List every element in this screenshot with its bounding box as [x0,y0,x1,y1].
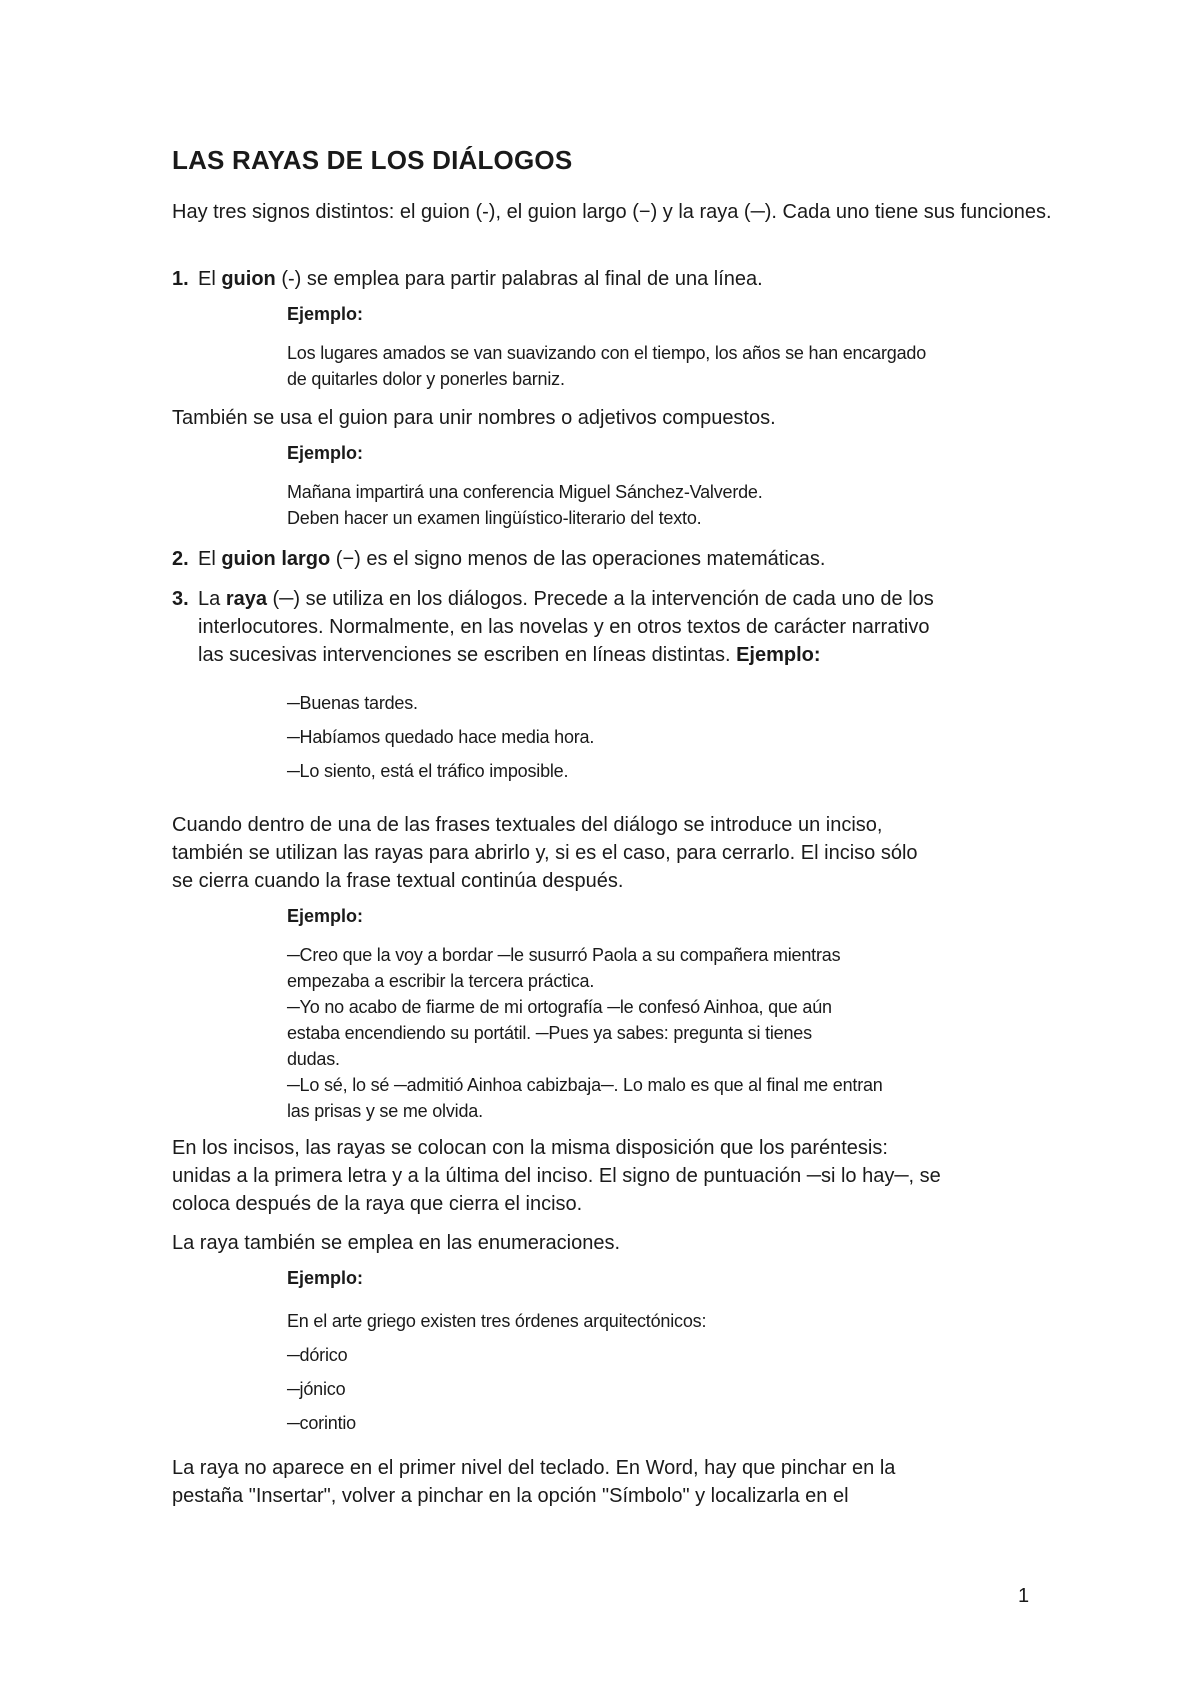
dialogue-line: ─Buenas tardes. [287,693,418,713]
item-1-number: 1. [172,268,189,290]
item-2-number: 2. [172,548,189,570]
item-1 [172,265,1052,293]
item-2 [172,545,1052,573]
item-3-number: 3. [172,588,189,610]
item-3-example-label: Ejemplo: [736,644,821,666]
page-title: LAS RAYAS DE LOS DIÁLOGOS [172,145,573,175]
example-1-text: Los lugares amados se van suavizando con el tiempo, los años se han encargado de quitarles dolor y ponerles barniz. [287,343,927,389]
example-2-text: Mañana impartirá una conferencia Miguel Sánchez-Valverde. Deben hacer un examen lingüístico-literario del texto. [287,482,763,528]
hyphen-compound-paragraph: También se usa el guion para unir nombres o adjetivos compuestos. [172,407,776,429]
example-5-text: En el arte griego existen tres órdenes arquitectónicos: ─dórico ─jónico ─corintio [287,1311,707,1433]
item-3 [172,585,1052,666]
item-1-text: El guion (-) se emplea para partir palabras al final de una línea. [198,268,763,290]
example-1-label: Ejemplo: [287,304,364,324]
item-2-term: guion largo [221,548,331,570]
dialogue-line: ─Lo siento, está el tráfico imposible. [287,761,569,781]
enumeration-paragraph: La raya también se emplea en las enumeraciones. [172,1232,621,1254]
example-5-label: Ejemplo: [287,1268,364,1288]
item-1-term: guion [221,268,276,290]
example-2-label: Ejemplo: [287,443,364,463]
keyboard-paragraph: La raya no aparece en el primer nivel del teclado. En Word, hay que pinchar en la pestaña "Insertar", volver a pinchar en la opción "Símbolo" y localizarla en el [172,1457,896,1507]
intro-paragraph: Hay tres signos distintos: el guion (-), el guion largo (−) y la raya (─). Cada uno tiene sus funciones. [172,201,1052,223]
incisos-paragraph: En los incisos, las rayas se colocan con la misma disposición que los paréntesis: unidas a la primera letra y a la última del inciso. El signo de puntuación ─si lo hay─, se coloca después de la raya que cierra el inciso. [172,1137,941,1215]
item-3-term: raya [225,588,267,610]
inciso-paragraph: Cuando dentro de una de las frases textuales del diálogo se introduce un inciso, también se utilizan las rayas para abrirlo y, si es el caso, para cerrarlo. El inciso sólo se cierra cuando la frase textual continúa después. [172,814,918,892]
item-3-text: La raya (─) se utiliza en los diálogos. Precede a la intervención de cada uno de los interlocutores. Normalmente, en las novelas y en otros textos de carácter narrativo las sucesivas intervenciones se escriben en líneas distintas. Ejemplo: [198,588,934,666]
page-number: 1 [1018,1585,1030,1607]
dialogue-line: ─Habíamos quedado hace media hora. [287,727,595,747]
example-4-text: ─Creo que la voy a bordar ─le susurró Paola a su compañera mientras empezaba a escribir la tercera práctica. ─Yo no acabo de fiarme de mi ortografía ─le confesó Ainhoa, que aún estaba encendiendo su portátil. ─Pues ya sabes: pregunta si tienes dudas. ─Lo sé, lo sé ─admitió Ainhoa cabizbaja─. Lo malo es que al final me entran las prisas y se me olvida. [287,945,883,1121]
example-4-label: Ejemplo: [287,906,364,926]
example-3-dialogue [287,686,1047,788]
item-2-text: El guion largo (−) es el signo menos de las operaciones matemáticas. [198,548,826,570]
